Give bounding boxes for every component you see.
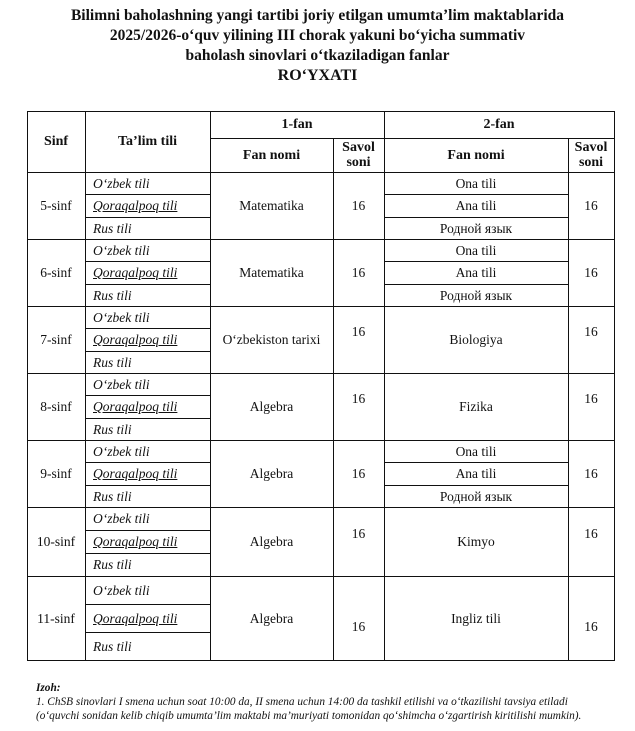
language-label: Rus tili xyxy=(93,638,132,654)
table-cell-language xyxy=(85,217,210,239)
table-horizontal-rule xyxy=(85,217,211,218)
table-cell-savol2: 16 xyxy=(584,391,598,406)
table-horizontal-rule xyxy=(85,418,211,419)
table-horizontal-rule xyxy=(384,261,569,262)
table-cell-language xyxy=(85,440,210,462)
table-cell-savol1: 16 xyxy=(351,391,366,406)
table-cell-language xyxy=(85,462,210,485)
language-label: Rus tili xyxy=(93,421,132,437)
table-horizontal-rule xyxy=(85,328,211,329)
table-cell-savol2: 16 xyxy=(584,198,598,213)
table-cell-language xyxy=(85,530,210,553)
table-cell-language xyxy=(85,553,210,576)
language-label: Qoraqalpoq tili xyxy=(93,265,178,280)
table-cell-savol1: 16 xyxy=(351,618,366,634)
table-cell-fan2: Ona tili xyxy=(455,443,497,459)
table-horizontal-rule xyxy=(384,485,569,486)
table-cell-fan1: Algebra xyxy=(249,534,294,549)
header-fan-nomi-1: Fan nomi xyxy=(242,147,301,163)
header-sinf: Sinf xyxy=(43,134,69,149)
language-label: O‘zbek tili xyxy=(93,376,150,392)
table-cell-savol1: 16 xyxy=(351,324,366,339)
table-horizontal-rule xyxy=(85,604,211,605)
table-cell-language xyxy=(85,194,210,217)
header-fan-2: 2-fan xyxy=(483,117,515,132)
table-cell-language xyxy=(85,351,210,373)
table-vertical-rule xyxy=(614,111,615,661)
table-horizontal-rule xyxy=(27,660,615,661)
table-cell-fan2: Ana tili xyxy=(455,265,497,280)
table-cell-fan2: Родной язык xyxy=(439,287,513,303)
language-label: O‘zbek tili xyxy=(93,175,150,191)
language-label: Rus tili xyxy=(93,287,132,303)
table-cell-fan2: Родной язык xyxy=(439,220,513,236)
header-talim-tili: Ta’lim tili xyxy=(118,134,177,149)
table-cell-fan2: Ingliz tili xyxy=(451,610,501,626)
table-cell-sinf: 11-sinf xyxy=(37,610,75,626)
note-line-2: (o‘quvchi sonidan kelib chiqib umumta’lim maktabi ma’muriyati tomonidan qo‘shimcha o‘zgartirish kiritilishi mumkin). xyxy=(36,710,582,722)
table-cell-sinf: 8-sinf xyxy=(40,399,72,414)
table-cell-sinf: 9-sinf xyxy=(40,466,72,481)
table-cell-language xyxy=(85,239,210,261)
language-label: Qoraqalpoq tili xyxy=(93,610,178,626)
document-title-line-1: Bilimni baholashning yangi tartibi joriy etilgan umumta’lim maktablarida xyxy=(70,7,565,24)
document-title-heading: RO‘YXATI xyxy=(277,67,358,84)
header-fan-1: 1-fan xyxy=(281,117,313,132)
table-cell-savol1: 16 xyxy=(351,526,366,541)
table-cell-savol1: 16 xyxy=(351,198,366,213)
table-cell-fan2: Родной язык xyxy=(439,488,513,504)
language-label: Qoraqalpoq tili xyxy=(93,399,178,414)
table-cell-sinf: 6-sinf xyxy=(40,265,72,280)
table-cell-fan1: Algebra xyxy=(249,610,294,626)
table-cell-savol2: 16 xyxy=(584,466,598,481)
table-cell-fan2: Biologiya xyxy=(449,332,503,347)
table-cell-fan2: Kimyo xyxy=(457,534,495,549)
table-cell-language xyxy=(85,172,210,194)
language-label: Qoraqalpoq tili xyxy=(93,198,178,213)
table-cell-language xyxy=(85,373,210,395)
table-cell-savol2: 16 xyxy=(584,618,598,634)
header-fan-nomi-2: Fan nomi xyxy=(447,147,505,163)
table-horizontal-rule xyxy=(85,395,211,396)
table-cell-language xyxy=(85,395,210,418)
language-label: Rus tili xyxy=(93,354,132,370)
table-horizontal-rule xyxy=(384,284,569,285)
language-label: O‘zbek tili xyxy=(93,582,150,598)
table-cell-language xyxy=(85,507,210,530)
table-cell-fan2: Fizika xyxy=(459,399,493,414)
table-horizontal-rule xyxy=(85,485,211,486)
table-cell-sinf: 10-sinf xyxy=(36,534,76,549)
language-label: Rus tili xyxy=(93,488,132,504)
table-cell-fan1: Algebra xyxy=(249,399,294,414)
table-horizontal-rule xyxy=(210,138,615,139)
language-label: O‘zbek tili xyxy=(93,242,150,258)
table-cell-fan1: O‘zbekiston tarixi xyxy=(222,332,321,347)
table-cell-language xyxy=(85,632,210,660)
table-cell-language xyxy=(85,418,210,440)
language-label: O‘zbek tili xyxy=(93,443,150,459)
language-label: O‘zbek tili xyxy=(93,309,150,325)
table-cell-fan1: Matematika xyxy=(239,198,304,213)
table-horizontal-rule xyxy=(27,111,615,112)
table-cell-sinf: 7-sinf xyxy=(40,332,72,347)
table-cell-fan2: Ana tili xyxy=(455,198,497,213)
table-cell-language xyxy=(85,306,210,328)
table-horizontal-rule xyxy=(85,284,211,285)
table-cell-language xyxy=(85,328,210,351)
table-cell-language xyxy=(85,604,210,632)
table-horizontal-rule xyxy=(384,217,569,218)
table-cell-savol1: 16 xyxy=(351,466,366,481)
language-label: Rus tili xyxy=(93,220,132,236)
table-horizontal-rule xyxy=(85,553,211,554)
table-horizontal-rule xyxy=(85,530,211,531)
table-cell-savol2: 16 xyxy=(584,265,598,280)
table-cell-language xyxy=(85,576,210,604)
table-cell-savol1: 16 xyxy=(351,265,366,280)
table-cell-sinf: 5-sinf xyxy=(40,198,72,213)
table-cell-fan1: Matematika xyxy=(239,265,304,280)
language-label: Qoraqalpoq tili xyxy=(93,466,178,481)
table-cell-language xyxy=(85,485,210,507)
table-cell-savol2: 16 xyxy=(584,324,598,339)
language-label: O‘zbek tili xyxy=(93,511,150,526)
header-savol-soni-1: Savol soni xyxy=(342,140,375,170)
table-horizontal-rule xyxy=(384,462,569,463)
table-cell-fan2: Ona tili xyxy=(455,242,497,258)
table-horizontal-rule xyxy=(384,194,569,195)
language-label: Rus tili xyxy=(93,557,132,572)
table-cell-fan2: Ona tili xyxy=(455,175,497,191)
table-horizontal-rule xyxy=(85,462,211,463)
document-title-line-3: baholash sinovlari o‘tkaziladigan fanlar xyxy=(185,47,450,64)
table-cell-savol2: 16 xyxy=(584,526,598,541)
table-horizontal-rule xyxy=(85,632,211,633)
table-cell-fan2: Ana tili xyxy=(455,466,497,481)
document-title-line-2: 2025/2026-o‘quv yilining III chorak yakuni bo‘yicha summativ xyxy=(109,27,526,44)
table-horizontal-rule xyxy=(85,351,211,352)
language-label: Qoraqalpoq tili xyxy=(93,534,178,549)
language-label: Qoraqalpoq tili xyxy=(93,332,178,347)
table-cell-language xyxy=(85,261,210,284)
note-title: Izoh: xyxy=(36,682,61,694)
table-cell-language xyxy=(85,284,210,306)
note-line-1: 1. ChSB sinovlari I smena uchun soat 10:00 da, II smena uchun 14:00 da tashkil etilishi va o‘tkazilishi tavsiya etiladi xyxy=(36,696,568,708)
header-savol-soni-2: Savol soni xyxy=(574,140,608,170)
table-cell-fan1: Algebra xyxy=(249,466,294,481)
table-horizontal-rule xyxy=(85,261,211,262)
table-horizontal-rule xyxy=(85,194,211,195)
